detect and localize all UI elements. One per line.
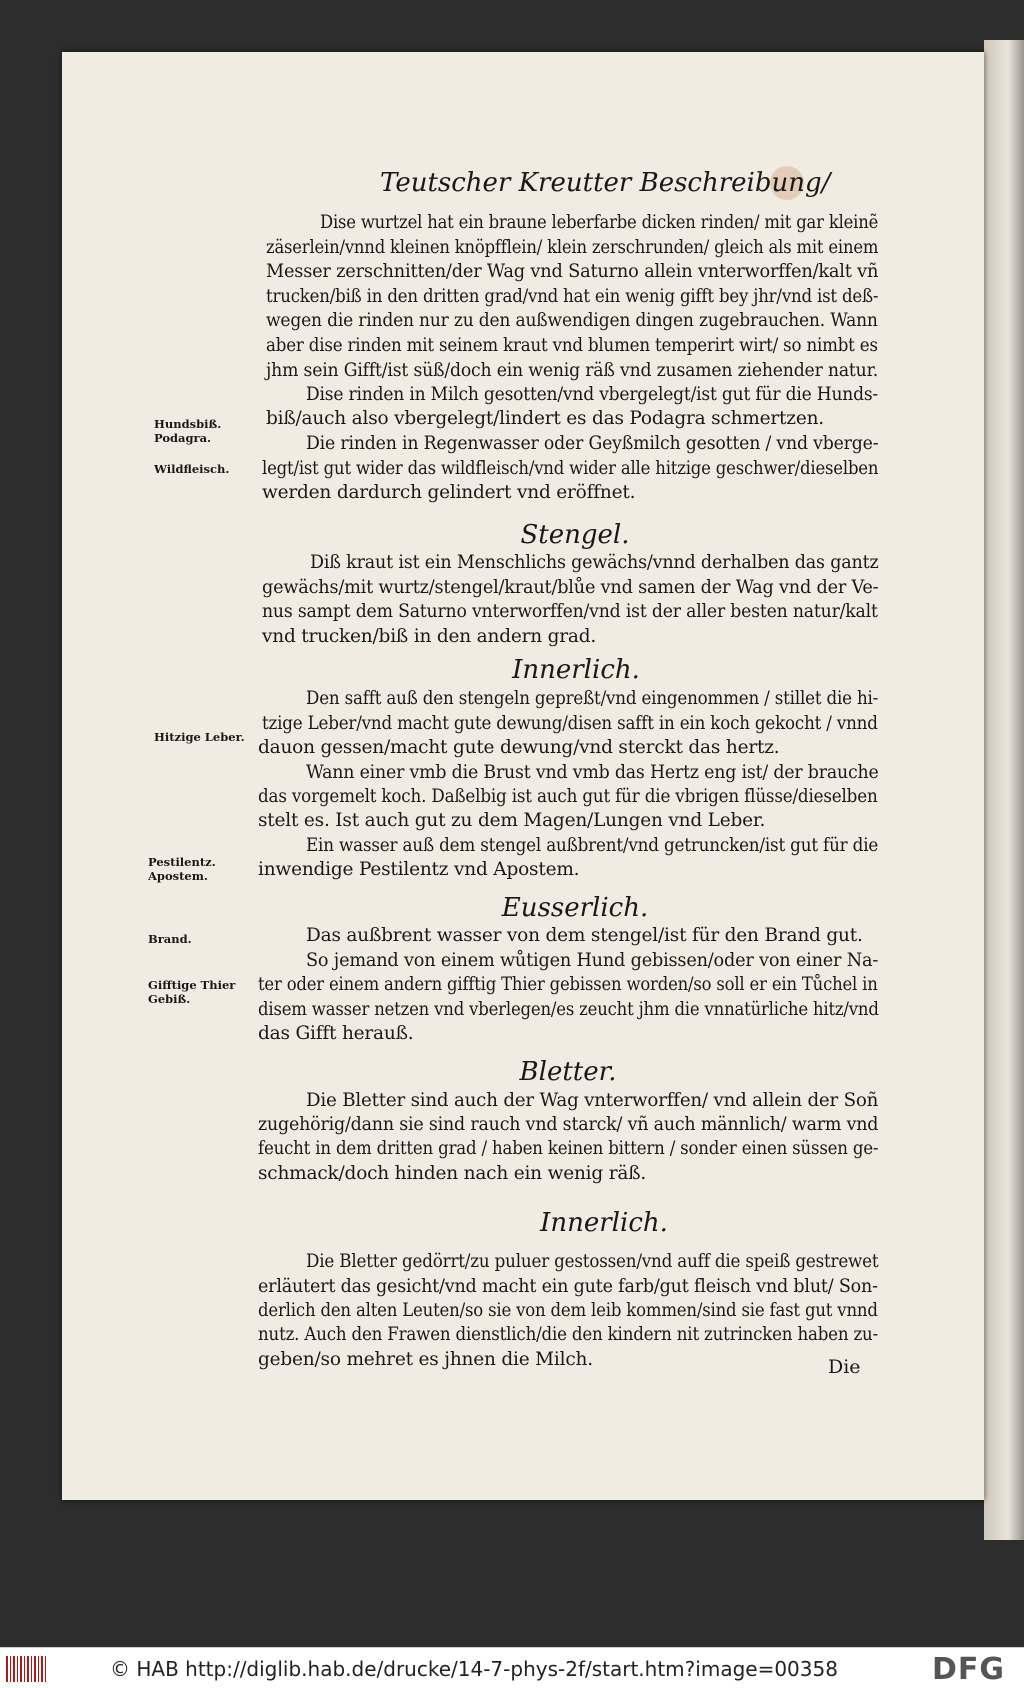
text-line: werden dardurch gelindert vnd eröffnet. [262, 482, 636, 503]
text-line: ter oder einem andern gifftig Thier gebissen worden/so soll er ein Tůchel in [258, 974, 878, 995]
text-line: Die Bletter sind auch der Wag vnterworffen/ vnd allein der Soñ [306, 1090, 879, 1111]
text-line: wegen die rinden nur zu den außwendigen dingen zugebrauchen. Wann [266, 310, 878, 331]
text-line: zugehörig/dann sie sind rauch vnd starck/ vñ auch männlich/ warm vnd [258, 1114, 879, 1135]
text-line: das Gifft herauß. [258, 1023, 414, 1044]
section-heading: Stengel. [520, 520, 630, 550]
text-line: disem wasser netzen vnd vberlegen/es zeucht jhm die vnnatürliche hitz/vnd [258, 999, 879, 1020]
margin-note-line: Wildfleisch. [154, 462, 230, 476]
margin-note [148, 932, 192, 946]
text-line: das vorgemelt koch. Daßelbig ist auch gut für die vbrigen flüsse/dieselben [258, 786, 878, 807]
section-heading: Innerlich. [540, 1208, 668, 1238]
margin-note [148, 978, 235, 1006]
text-line: Dise wurtzel hat ein braune leberfarbe dicken rinden/ mit gar kleinẽ [320, 212, 879, 233]
margin-note-line: Apostem. [148, 869, 208, 883]
margin-note [154, 730, 245, 744]
section-heading: Bletter. [519, 1057, 617, 1087]
text-line: aber dise rinden mit seinem kraut vnd blumen temperirt wirt/ so nimbt es [266, 335, 878, 356]
text-line: inwendige Pestilentz vnd Apostem. [258, 859, 580, 880]
margin-note-line: Hitzige Leber. [154, 730, 245, 744]
margin-note-line: Brand. [148, 932, 192, 946]
text-line: schmack/doch hinden nach ein wenig räß. [258, 1163, 647, 1184]
margin-note-line: Podagra. [154, 431, 212, 445]
text-line: geben/so mehret es jhnen die Milch. [258, 1349, 593, 1370]
next-page-edge [984, 40, 1024, 1540]
text-line: So jemand von einem wůtigen Hund gebissen/oder von einer Na- [306, 950, 879, 971]
text-line: dauon gessen/macht gute dewung/vnd sterckt das hertz. [258, 737, 780, 758]
text-line: stelt es. Ist auch gut zu dem Magen/Lungen vnd Leber. [258, 810, 766, 831]
margin-note-line: Gifftige Thier [148, 978, 236, 992]
margin-note-line: Gebiß. [148, 992, 191, 1006]
text-line: gewächs/mit wurtz/stengel/kraut/blůe vnd samen der Wag vnd der Ve- [262, 577, 879, 598]
text-line: Dise rinden in Milch gesotten/vnd vbergelegt/ist gut für die Hunds- [306, 384, 879, 405]
text-line: Den safft auß den stengeln gepreßt/vnd eingenommen / stillet die hi- [306, 688, 879, 709]
text-line: trucken/biß in den dritten grad/vnd hat ein wenig gifft bey jhr/vnd ist deß- [266, 286, 879, 307]
margin-note-line: Hundsbiß. [154, 417, 222, 431]
text-line: vnd trucken/biß in den andern grad. [262, 626, 597, 647]
text-line: nus sampt dem Saturno vnterworffen/vnd ist der aller besten natur/kalt [262, 601, 878, 622]
running-header: Teutscher Kreutter Beschreibung/ [380, 168, 831, 198]
copyright-url-text[interactable]: © HAB http://diglib.hab.de/drucke/14-7-phys-2f/start.htm?image=00358 [110, 1657, 838, 1681]
text-line: legt/ist gut wider das wildfleisch/vnd wider alle hitzige geschwer/dieselben [262, 458, 879, 479]
section-heading: Innerlich. [512, 655, 640, 685]
text-line: tzige Leber/vnd macht gute dewung/disen safft in ein koch gekocht / vnnd [262, 713, 878, 734]
section-heading: Eusserlich. [501, 893, 649, 923]
text-line: derlich den alten Leuten/so sie von dem leib kommen/sind sie fast gut vnnd [258, 1300, 878, 1321]
barcode-icon [6, 1656, 46, 1682]
text-line: biß/auch also vbergelegt/lindert es das Podagra schmertzen. [266, 408, 824, 429]
text-line: feucht in dem dritten grad / haben keinen bittern / sonder einen süssen ge- [258, 1138, 879, 1159]
catchword: Die [828, 1356, 861, 1378]
text-line: Diß kraut ist ein Menschlichs gewächs/vnnd derhalben das gantz [310, 552, 879, 573]
margin-note [154, 417, 221, 445]
dfg-logo: DFG [932, 1652, 1006, 1687]
text-line: Die Bletter gedörrt/zu puluer gestossen/vnd auff die speiß gestrewet [306, 1251, 879, 1272]
text-line: Ein wasser auß dem stengel außbrent/vnd getruncken/ist gut für die [306, 835, 879, 856]
text-line: Messer zerschnitten/der Wag vnd Saturno allein vnterworffen/kalt vñ [266, 261, 879, 282]
text-line: zäserlein/vnnd kleinen knöpfflein/ klein zerschrunden/ gleich als mit einem [266, 237, 879, 258]
text-line: Die rinden in Regenwasser oder Geyßmilch gesotten / vnd vberge- [306, 433, 879, 454]
footer-bar [0, 1647, 1024, 1688]
margin-note [148, 855, 216, 883]
text-line: jhm sein Gifft/ist süß/doch ein wenig räß vnd zusamen ziehender natur. [266, 360, 879, 381]
text-line: erläutert das gesicht/vnd macht ein gute farb/gut fleisch vnd blut/ Son- [258, 1276, 878, 1297]
text-line: Wann einer vmb die Brust vnd vmb das Hertz eng ist/ der brauche [306, 762, 879, 783]
text-line: Das außbrent wasser von dem stengel/ist für den Brand gut. [306, 925, 863, 946]
margin-note [154, 462, 229, 476]
text-line: nutz. Auch den Frawen dienstlich/die den kindern nit zutrincken haben zu- [258, 1324, 879, 1345]
margin-note-line: Pestilentz. [148, 855, 216, 869]
